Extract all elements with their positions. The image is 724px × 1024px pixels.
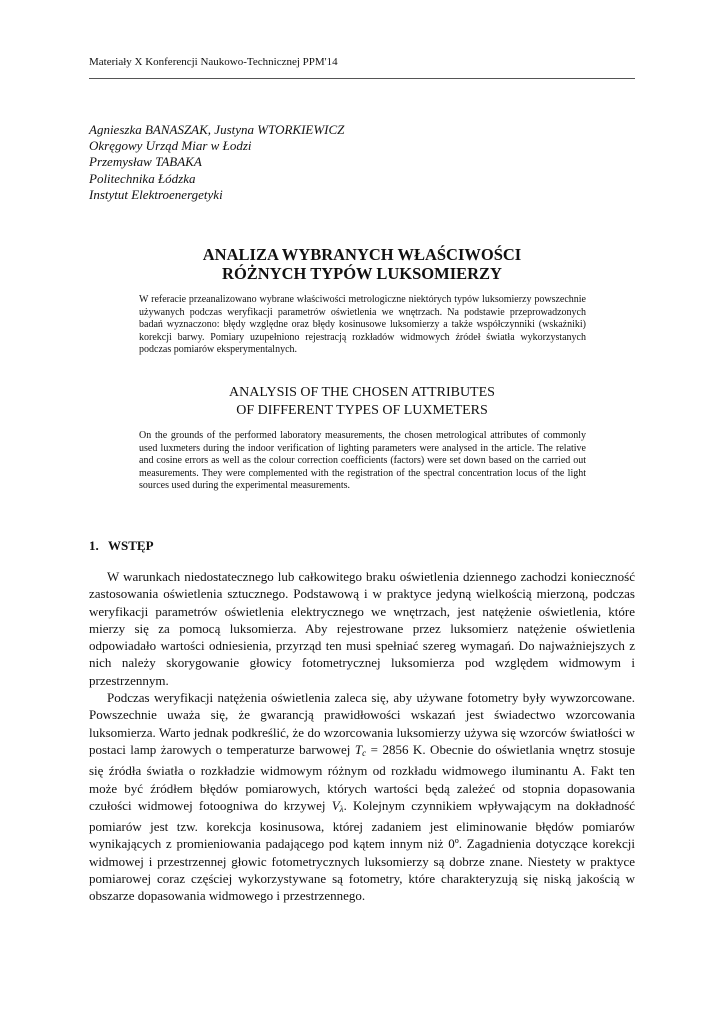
section-title: WSTĘP xyxy=(108,538,154,553)
title-en-line-1: ANALYSIS OF THE CHOSEN ATTRIBUTES xyxy=(229,385,495,400)
affiliation-3: Instytut Elektroenergetyki xyxy=(89,186,223,202)
running-header: Materiały X Konferencji Naukowo-Technicznej PPM'14 xyxy=(89,56,338,68)
subscript-c: c xyxy=(362,747,367,758)
affiliation-1: Okręgowy Urząd Miar w Łodzi xyxy=(89,138,252,154)
symbol-temperature: T xyxy=(354,741,363,757)
title-en-line-2: OF DIFFERENT TYPES OF LUXMETERS xyxy=(236,402,488,418)
paragraph-2-part-a: Podczas weryfikacji natężenia oświetlenia zaleca się, aby używane fotometry były wywzorcowane. Powszechnie uważa się, że gwarancją prawidłowości wskazań jest świadectwo wzorcowania luksomierza. Warto jednak podkreślić, że do wzorcowania luksomierzy używa się wzorców światłości w postaci lamp żarowych o temperaturze barwowej xyxy=(89,690,635,757)
author-names: Agnieszka BANASZAK, Justyna WTORKIEWICZ xyxy=(89,122,345,137)
author-block xyxy=(89,122,344,203)
author-name-2: Przemysław TABAKA xyxy=(89,154,202,170)
paragraph-1: W warunkach niedostatecznego lub całkowitego braku oświetlenia dziennego zachodzi konieczność zastosowania oświetlenia sztucznego. Podstawową i w praktyce jedyną wielkością mierzoną, podczas weryfikacji parametrów oświetlenia elektrycznego we wnętrzach, jest natężenie oświetlenia, które mierzy się za pomocą luksomierza. Aby rejestrowane przez luksomierz natężenie oświetlenia odpowiadało wartości odniesienia, przyrząd ten musi spełniać szereg wymagań. Do najważniejszych z nich należy skorygowanie głowicy fotometrycznej luksomierza pod względem widmowym i przestrzennym. xyxy=(89,569,635,688)
section-heading xyxy=(89,538,154,554)
section-number: 1. xyxy=(89,538,99,553)
affiliation-2: Politechnika Łódzka xyxy=(89,170,196,186)
paragraph-2-part-b: = 2856 K. Obecnie do oświetlania wnętrz stosuje się źródła światła o rozkładzie widmowym różnym od rozkładu widmowego iluminantu A. Fakt ten może być źródłem błędów pomiarowych, których wartości będą zależeć od stopnia dopasowania czułości widmowej fotoogniwa do krzywej xyxy=(89,741,636,813)
symbol-v-lambda: V xyxy=(331,797,340,813)
title-pl-line-1: ANALIZA WYBRANYCH WŁAŚCIWOŚCI xyxy=(202,245,522,264)
header-divider xyxy=(89,78,635,79)
paragraph-2 xyxy=(89,689,635,905)
subscript-lambda: λ xyxy=(339,803,344,814)
abstract-pl: W referacie przeanalizowano wybrane właściwości metrologiczne niektórych typów luksomierzy powszechnie używanych podczas weryfikacji parametrów oświetlenia we wnętrzach. Na podstawie przeprowadzonych badań wyznaczono: błędy względne oraz błędy kosinusowe luksomierzy a także współczynniki (wskaźniki) korekcji barwy. Pomiary uzupełniono rejestracją rozkładów widmowych źródeł światła wykorzystanych podczas pomiarów eksperymentalnych. xyxy=(139,294,586,355)
paragraph-2-part-c: . Kolejnym czynnikiem wpływającym na dokładność pomiarów jest tzw. korekcja kosinusowa, której zadaniem jest eliminowanie błędów pomiarów wynikających z promieniowania padającego pod kątem innym niż 0º. Zagadnienia dotyczące korekcji widmowej i przestrzennej głowic fotometrycznych luksomierzy są dobrze znane. Niestety w praktyce pomiarowej coraz częściej wykorzystywane są fotometry, które charakteryzują się niską jakością w obszarze dopasowania widmowego i przestrzennego. xyxy=(89,797,635,904)
paper-title-pl xyxy=(89,245,635,283)
title-pl-line-2: RÓŻNYCH TYPÓW LUKSOMIERZY xyxy=(222,264,502,283)
body-text xyxy=(89,568,635,905)
paper-title-en xyxy=(89,384,635,419)
abstract-en: On the grounds of the performed laboratory measurements, the chosen metrological attributes of commonly used luxmeters during the indoor verification of lighting parameters were analysed in the article. The relative and cosine errors as well as the colour correction coefficients (factors) were set down based on the carried out measurements. They were complemented with the registration of the spectral concentration locus of the light sources used during the experimental measurements. xyxy=(139,430,586,491)
